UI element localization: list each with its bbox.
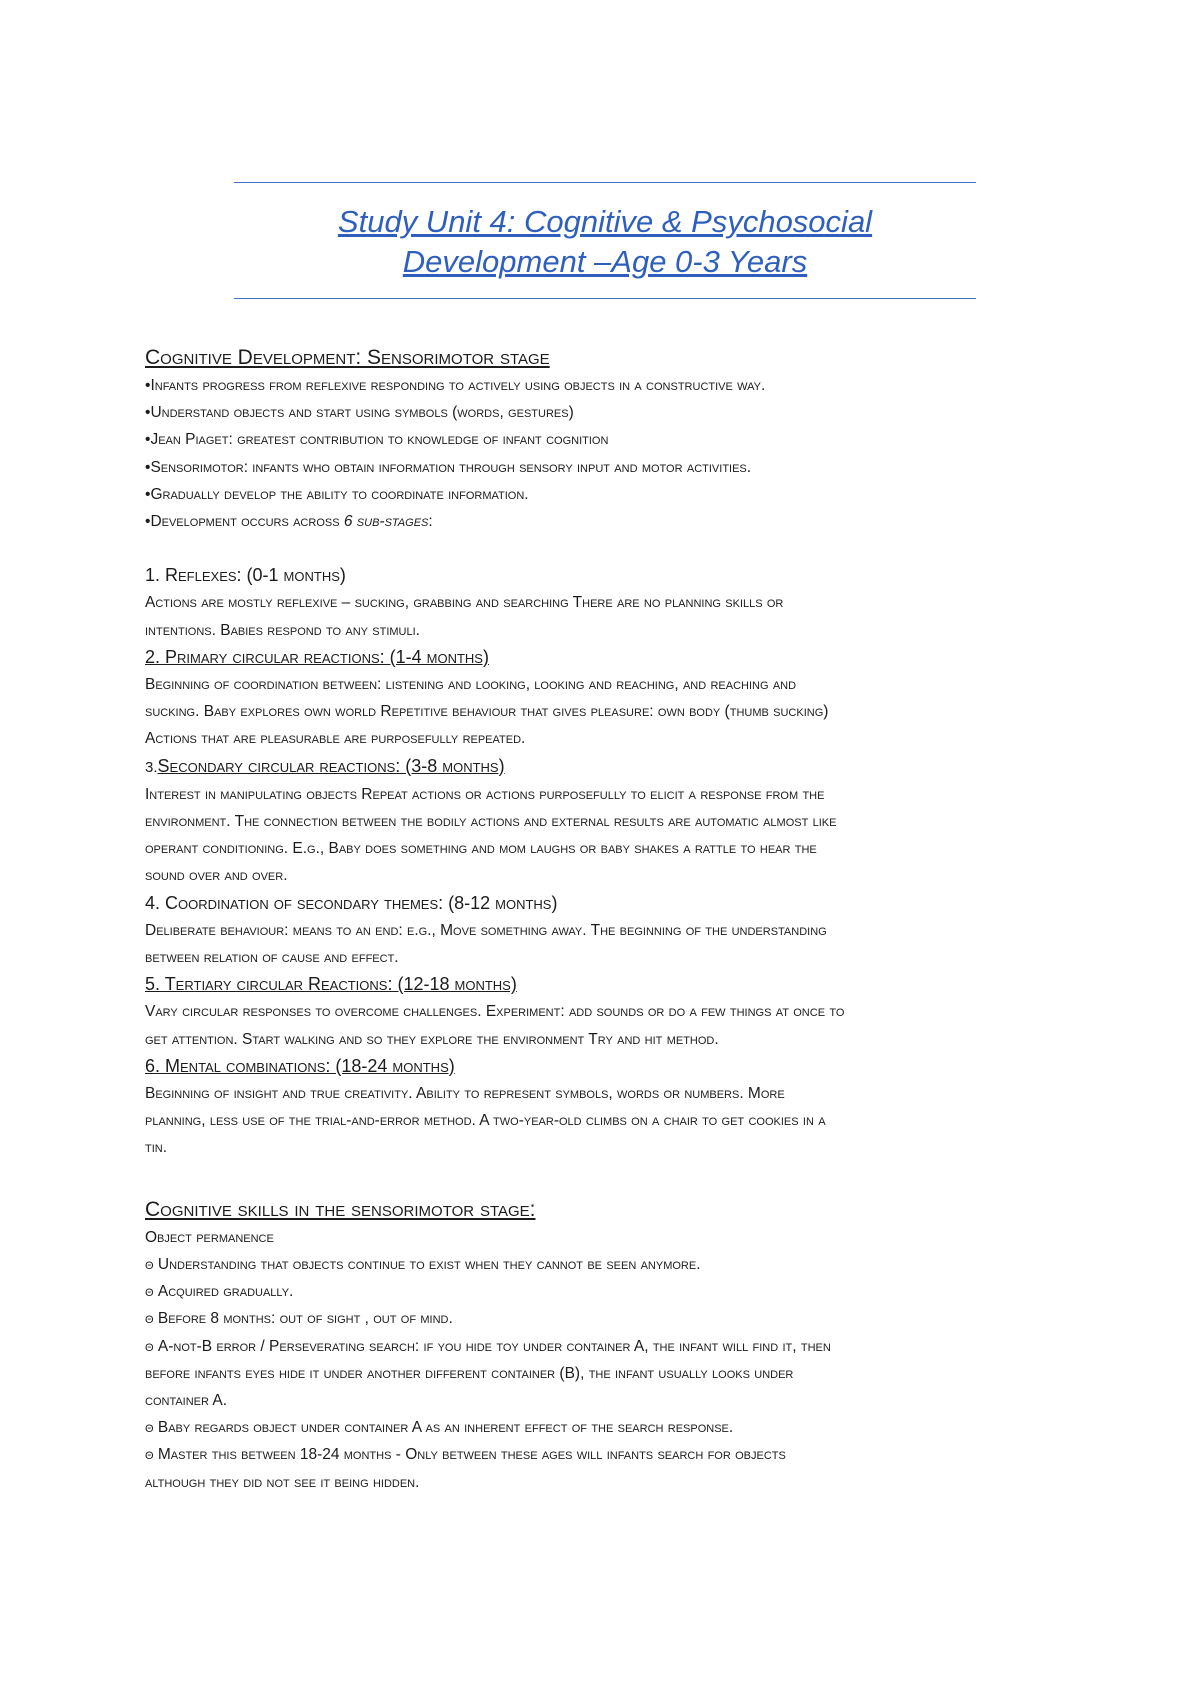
op-item: θ Baby regards object under container A as an inherent effect of the search response. bbox=[145, 1419, 734, 1437]
stage-4-text: Deliberate behaviour: means to an end: e.g., Move something away. The beginning of the understanding bbox=[145, 921, 827, 939]
stage-6-text: Beginning of insight and true creativity. Ability to represent symbols, words or numbers. More bbox=[145, 1085, 785, 1103]
bullet-icon: • bbox=[145, 404, 151, 422]
stage-3-text: environment. The connection between the bodily actions and external results are automatic almost like bbox=[145, 813, 837, 831]
stage-6-heading: 6. Mental combinations: (18-24 months) bbox=[145, 1055, 455, 1076]
theta-bullet-icon: θ bbox=[145, 1255, 154, 1273]
stage-3-heading: 3.Secondary circular reactions: (3-8 months) bbox=[145, 755, 505, 776]
op-item-continued: although they did not see it being hidden. bbox=[145, 1473, 420, 1491]
op-item: θ Master this between 18-24 months - Only between these ages will infants search for objects bbox=[145, 1446, 786, 1464]
stage-5-text: get attention. Start walking and so they explore the environment Try and hit method. bbox=[145, 1030, 719, 1048]
stage-3-text: operant conditioning. E.g., Baby does something and mom laughs or baby shakes a rattle to hear the bbox=[145, 840, 817, 858]
bullet-item: •Jean Piaget: greatest contribution to knowledge of infant cognition bbox=[145, 431, 609, 449]
section-heading-cognitive-development: Cognitive Development: Sensorimotor stage bbox=[145, 346, 550, 369]
theta-bullet-icon: θ bbox=[145, 1446, 154, 1464]
theta-bullet-icon: θ bbox=[145, 1419, 154, 1437]
stage-2-heading: 2. Primary circular reactions: (1-4 months) bbox=[145, 646, 489, 667]
theta-bullet-icon: θ bbox=[145, 1337, 154, 1355]
op-item-continued: container A. bbox=[145, 1391, 228, 1409]
section-heading-cognitive-skills: Cognitive skills in the sensorimotor stage: bbox=[145, 1197, 536, 1221]
stage-4-text: between relation of cause and effect. bbox=[145, 949, 399, 967]
stage-3-number: 3. bbox=[145, 758, 158, 776]
op-item: θ Before 8 months: out of sight , out of mind. bbox=[145, 1310, 453, 1328]
bullet-icon: • bbox=[145, 377, 151, 394]
stage-1-heading: 1. Reflexes: (0-1 months) bbox=[145, 565, 346, 586]
stage-3-text: sound over and over. bbox=[145, 867, 288, 885]
object-permanence-label: Object permanence bbox=[145, 1228, 274, 1246]
stage-2-text: Actions that are pleasurable are purposefully repeated. bbox=[145, 730, 526, 748]
theta-bullet-icon: θ bbox=[145, 1310, 154, 1328]
stage-6-text: tin. bbox=[145, 1139, 168, 1157]
title-line-2: Development –Age 0-3 Years bbox=[402, 244, 808, 279]
bullet-icon: • bbox=[145, 431, 151, 449]
bullet-item: •Development occurs across 6 sub-stages: bbox=[145, 513, 433, 531]
document-title bbox=[234, 202, 976, 282]
bullet-item: •Understand objects and start using symbols (words, gestures) bbox=[145, 404, 574, 422]
bullet-item: •Gradually develop the ability to coordinate information. bbox=[145, 485, 529, 503]
stage-2-text: sucking. Baby explores own world Repetitive behaviour that gives pleasure: own body (thumb sucking) bbox=[145, 703, 829, 721]
stage-1-text: intentions. Babies respond to any stimuli. bbox=[145, 621, 420, 639]
op-item: θ A-not-B error / Perseverating search: if you hide toy under container A, the infant will find it, then bbox=[145, 1337, 831, 1355]
op-item: θ Understanding that objects continue to exist when they cannot be seen anymore. bbox=[145, 1255, 701, 1273]
bullet-icon: • bbox=[145, 458, 151, 476]
stage-1-text: Actions are mostly reflexive – sucking, grabbing and searching There are no planning skills or bbox=[145, 594, 784, 612]
bullet-icon: • bbox=[145, 513, 151, 531]
title-top-rule bbox=[234, 182, 976, 183]
stage-3-text: Interest in manipulating objects Repeat actions or actions purposefully to elicit a response from the bbox=[145, 785, 825, 803]
title-bottom-rule bbox=[234, 298, 976, 299]
stage-4-heading: 4. Coordination of secondary themes: (8-12 months) bbox=[145, 892, 558, 913]
stage-2-text: Beginning of coordination between: listening and looking, looking and reaching, and reaching and bbox=[145, 676, 797, 694]
document-body bbox=[145, 344, 1065, 1496]
stage-5-heading: 5. Tertiary circular Reactions: (12-18 months) bbox=[145, 974, 517, 995]
bullet-item: •Infants progress from reflexive responding to actively using objects in a constructive way. bbox=[145, 377, 766, 394]
bullet-item: •Sensorimotor: infants who obtain information through sensory input and motor activities. bbox=[145, 458, 752, 476]
bullet-icon: • bbox=[145, 485, 151, 503]
op-item-continued: before infants eyes hide it under another different container (B), the infant usually looks under bbox=[145, 1364, 794, 1382]
stage-6-text: planning, less use of the trial-and-error method. A two-year-old climbs on a chair to get cookies in a bbox=[145, 1112, 826, 1130]
theta-bullet-icon: θ bbox=[145, 1283, 154, 1301]
stage-5-text: Vary circular responses to overcome challenges. Experiment: add sounds or do a few things at once to bbox=[145, 1003, 845, 1021]
op-item: θ Acquired gradually. bbox=[145, 1283, 294, 1301]
title-line-1: Study Unit 4: Cognitive & Psychosocial bbox=[337, 204, 873, 239]
